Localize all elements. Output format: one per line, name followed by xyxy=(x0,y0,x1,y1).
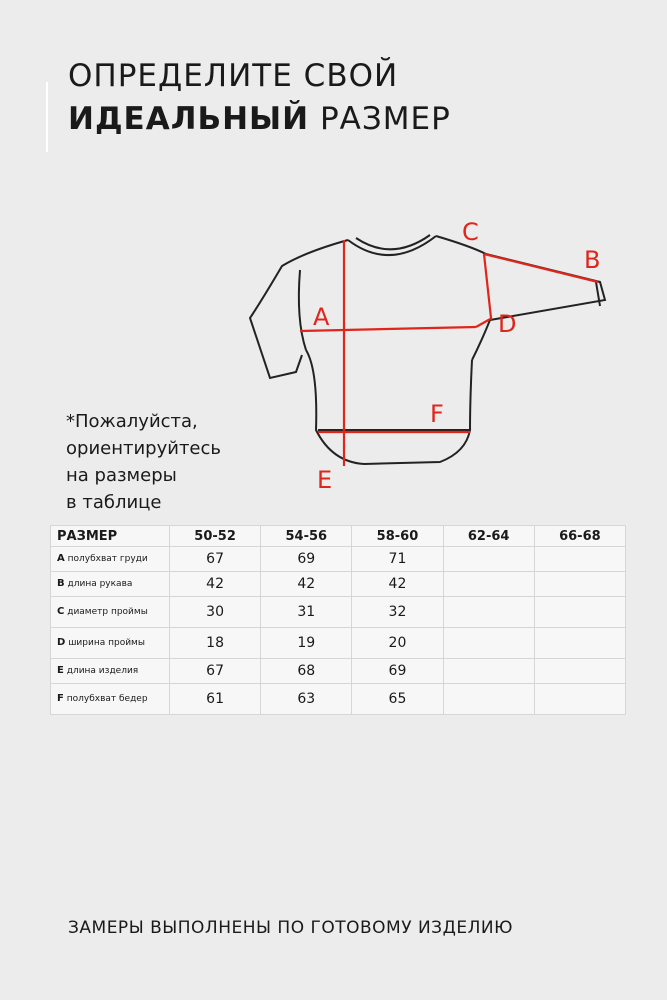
table-cell xyxy=(443,597,534,628)
garment-measurement-diagram xyxy=(240,200,620,500)
row-label: E длина изделия xyxy=(51,659,170,684)
page-title-bold: ИДЕАЛЬНЫЙ xyxy=(68,101,310,137)
label-b: B xyxy=(584,246,601,274)
row-label: F полубхват бедер xyxy=(51,684,170,715)
table-cell xyxy=(534,547,625,572)
label-e: E xyxy=(317,466,333,494)
measure-line-c xyxy=(484,254,491,318)
label-f: F xyxy=(430,400,444,428)
table-cell: 42 xyxy=(261,572,352,597)
header-col: 54-56 xyxy=(261,526,352,547)
size-table xyxy=(50,525,626,715)
page-title-line1: ОПРЕДЕЛИТЕ СВОЙ xyxy=(68,58,399,94)
page-title-line2 xyxy=(68,101,451,137)
header-col: 62-64 xyxy=(443,526,534,547)
table-row xyxy=(51,572,626,597)
table-row xyxy=(51,628,626,659)
label-c: C xyxy=(462,218,479,246)
table-cell xyxy=(443,628,534,659)
table-cell: 71 xyxy=(352,547,443,572)
table-cell xyxy=(443,659,534,684)
row-label: B длина рукава xyxy=(51,572,170,597)
note-line: ориентируйтесь xyxy=(66,438,222,459)
table-cell: 68 xyxy=(261,659,352,684)
row-label: D ширина проймы xyxy=(51,628,170,659)
table-cell: 31 xyxy=(261,597,352,628)
note-line: в таблице xyxy=(66,492,162,513)
table-cell xyxy=(443,547,534,572)
table-header-row xyxy=(51,526,626,547)
table-row xyxy=(51,597,626,628)
table-cell: 69 xyxy=(352,659,443,684)
table-cell: 18 xyxy=(170,628,261,659)
page-title-rest: РАЗМЕР xyxy=(309,101,451,137)
table-cell: 42 xyxy=(352,572,443,597)
size-note xyxy=(66,408,266,516)
table-cell: 32 xyxy=(352,597,443,628)
table-row xyxy=(51,659,626,684)
table-cell xyxy=(534,659,625,684)
measurement-lines xyxy=(300,240,601,466)
label-d: D xyxy=(498,310,517,338)
table-cell: 67 xyxy=(170,659,261,684)
footer-note: ЗАМЕРЫ ВЫПОЛНЕНЫ ПО ГОТОВОМУ ИЗДЕЛИЮ xyxy=(68,918,513,938)
table-cell xyxy=(534,628,625,659)
note-line: на размеры xyxy=(66,465,177,486)
table-cell: 69 xyxy=(261,547,352,572)
table-cell: 30 xyxy=(170,597,261,628)
table-cell: 61 xyxy=(170,684,261,715)
measure-line-b xyxy=(484,254,598,282)
table-cell: 19 xyxy=(261,628,352,659)
row-label: A полубхват груди xyxy=(51,547,170,572)
table-cell xyxy=(534,597,625,628)
table-cell xyxy=(443,572,534,597)
header-col: 66-68 xyxy=(534,526,625,547)
table-cell: 63 xyxy=(261,684,352,715)
header-size: РАЗМЕР xyxy=(51,526,170,547)
garment-outline xyxy=(250,235,605,464)
table-cell: 42 xyxy=(170,572,261,597)
table-cell xyxy=(443,684,534,715)
row-label: C диаметр проймы xyxy=(51,597,170,628)
header-col: 58-60 xyxy=(352,526,443,547)
header-col: 50-52 xyxy=(170,526,261,547)
table-cell xyxy=(534,572,625,597)
table-cell: 65 xyxy=(352,684,443,715)
table-row xyxy=(51,684,626,715)
table-cell: 20 xyxy=(352,628,443,659)
decorative-line xyxy=(46,82,48,152)
label-a: A xyxy=(313,303,330,331)
table-row xyxy=(51,547,626,572)
table-cell: 67 xyxy=(170,547,261,572)
table-cell xyxy=(534,684,625,715)
note-line: *Пожалуйста, xyxy=(66,411,198,432)
